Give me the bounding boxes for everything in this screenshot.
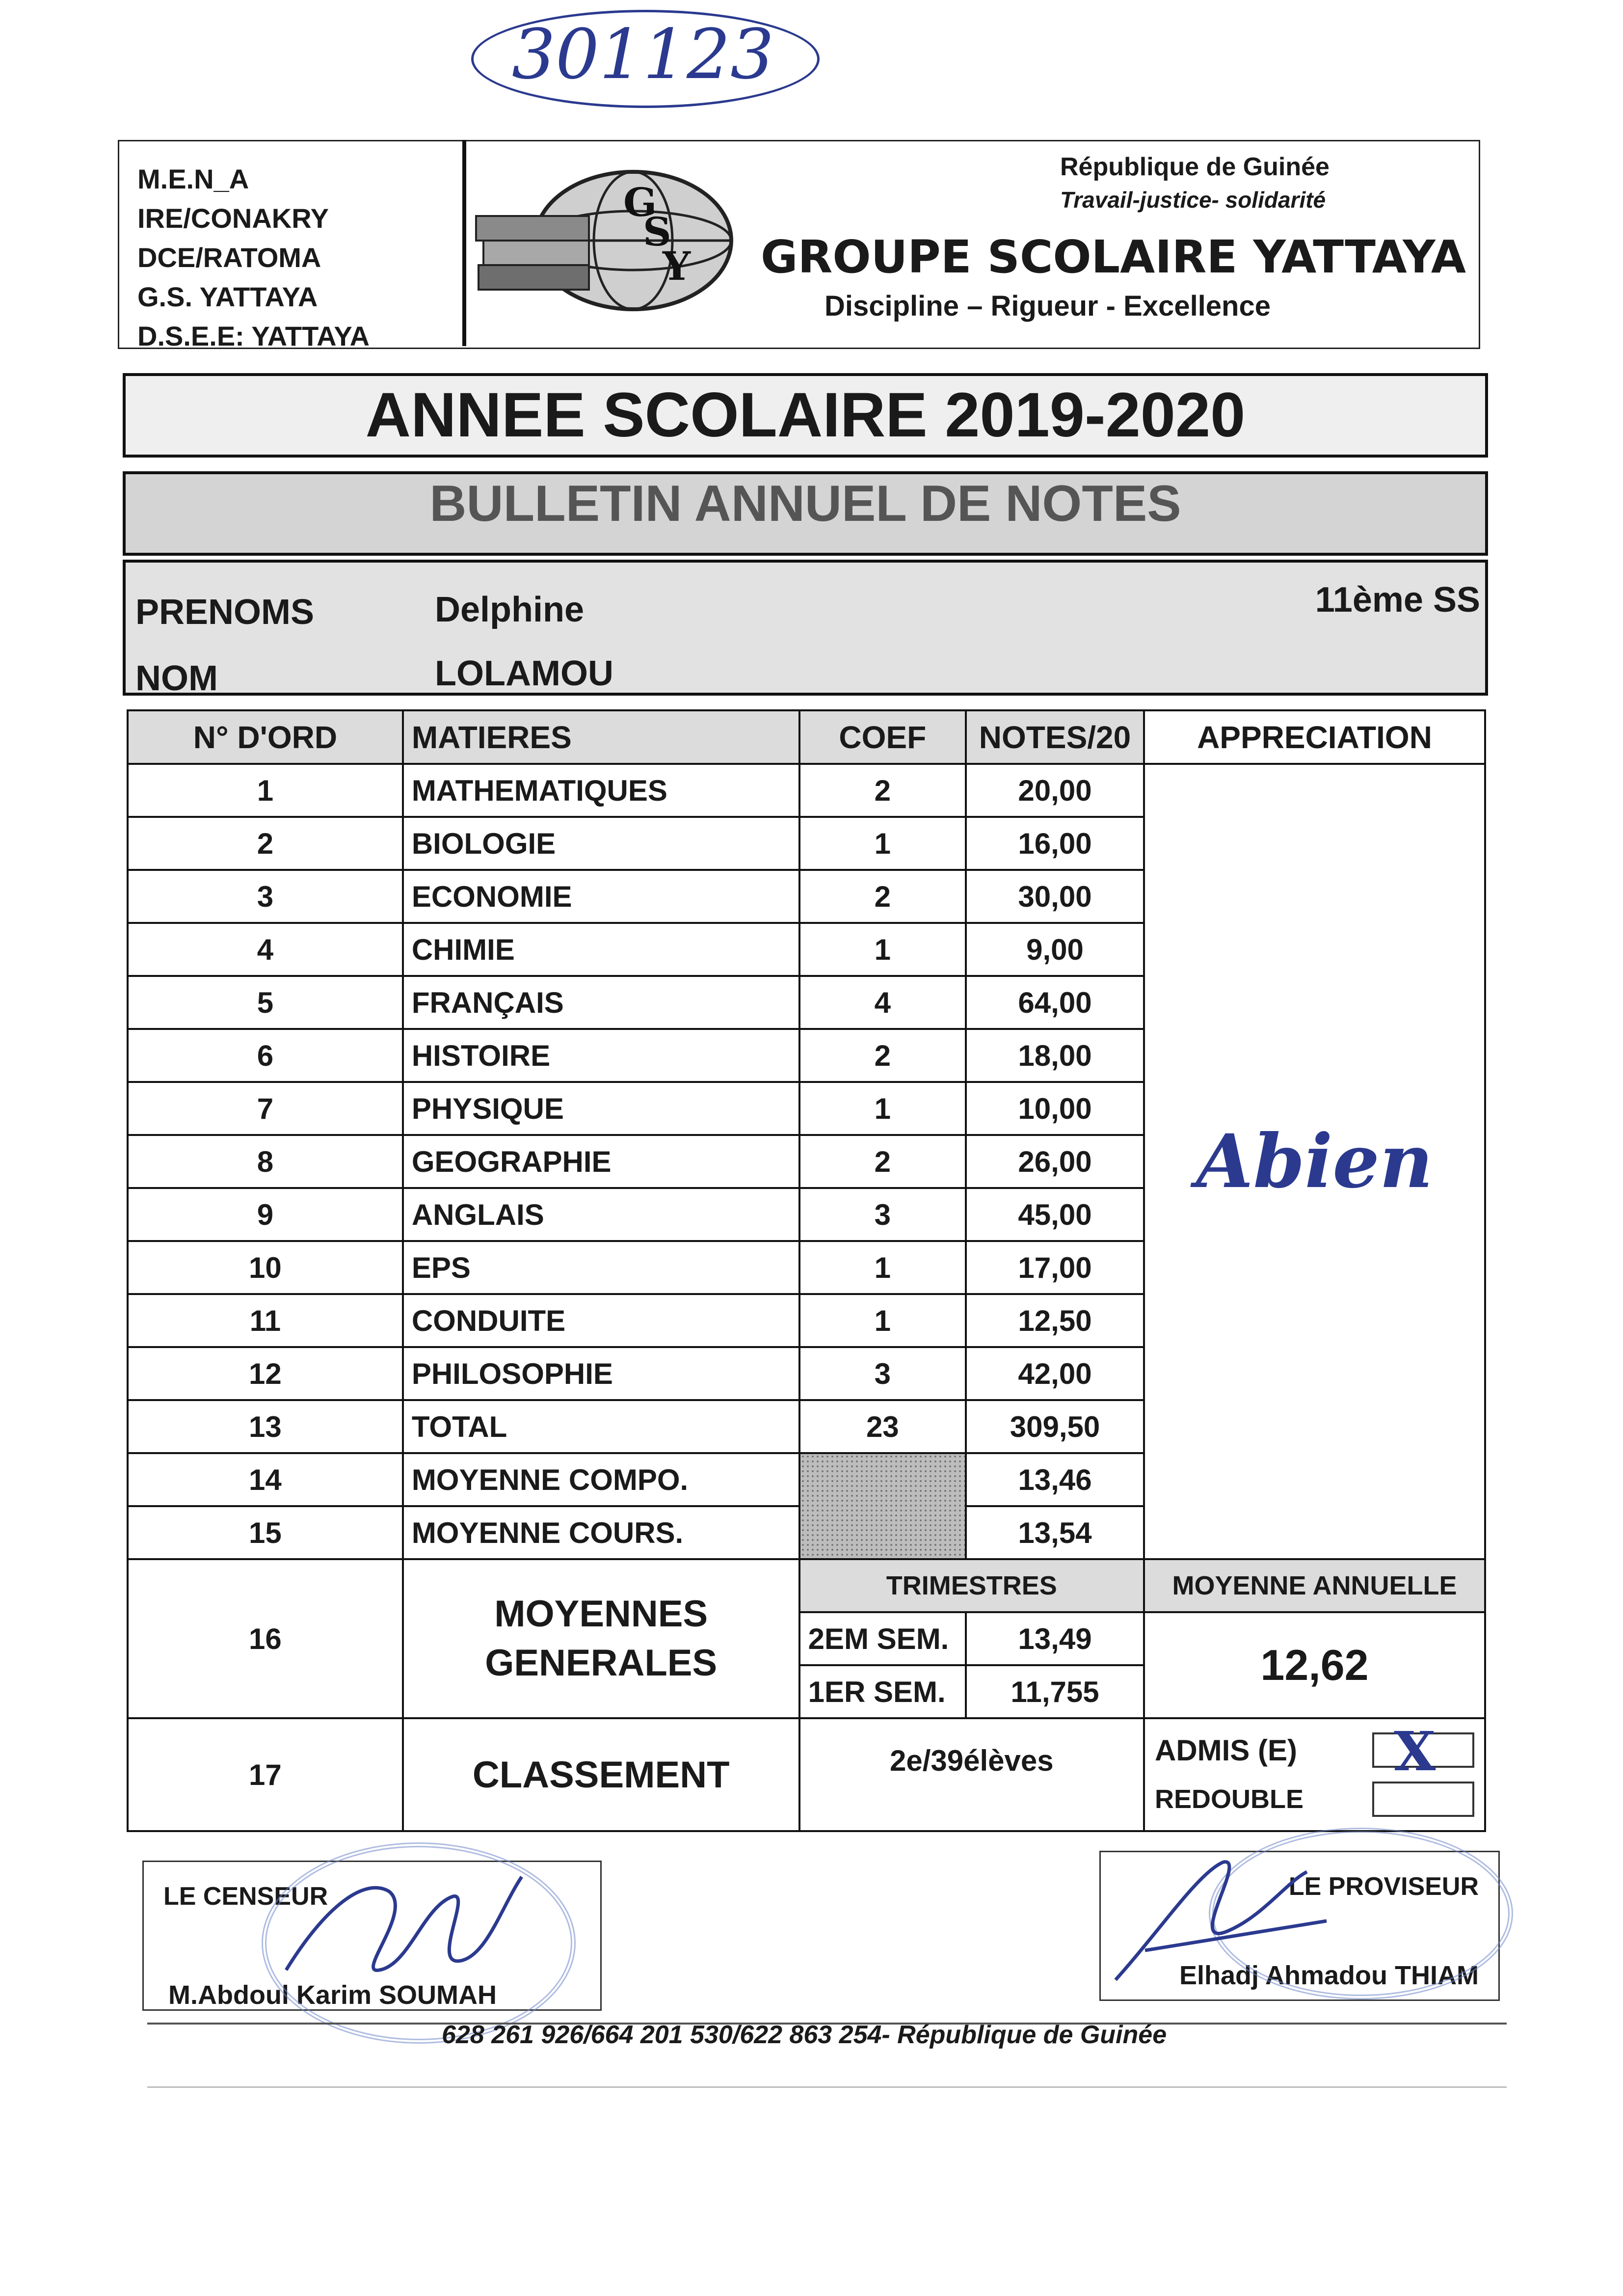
row-matiere: EPS <box>403 1241 799 1294</box>
row-coef: 3 <box>799 1347 966 1400</box>
row-number: 8 <box>128 1135 403 1188</box>
sem1-label: 1ER SEM. <box>799 1665 966 1718</box>
row-matiere: GEOGRAPHIE <box>403 1135 799 1188</box>
ref-number: 301123 <box>511 15 774 95</box>
trimestres-label: TRIMESTRES <box>799 1559 1144 1612</box>
republic-label: République de Guinée <box>1060 153 1330 181</box>
sem1-value: 11,755 <box>966 1665 1144 1718</box>
admis-checkbox[interactable] <box>1372 1720 1474 1783</box>
row-number: 12 <box>128 1347 403 1400</box>
row-note: 13,46 <box>966 1453 1144 1506</box>
proviseur-title: LE PROVISEUR <box>1288 1872 1479 1901</box>
proviseur-block <box>1099 1851 1500 2001</box>
row-number: 15 <box>128 1506 403 1559</box>
row-matiere: MOYENNE COMPO. <box>403 1453 799 1506</box>
row-coef: 2 <box>799 1029 966 1082</box>
generales-label: MOYENNES GENERALES <box>403 1559 799 1718</box>
censeur-title: LE CENSEUR <box>163 1882 328 1911</box>
row-coef: 1 <box>799 923 966 976</box>
row-coef: 1 <box>799 1241 966 1294</box>
appreciation-cell <box>1144 764 1485 1559</box>
school-year-title: ANNEE SCOLAIRE 2019-2020 <box>123 373 1488 458</box>
row-coef: 3 <box>799 1188 966 1241</box>
row-number: 9 <box>128 1188 403 1241</box>
admin-line: DCE/RATOMA <box>137 242 321 273</box>
shaded-coef-cell <box>799 1453 966 1559</box>
admis-label: ADMIS (E) <box>1155 1733 1297 1767</box>
redouble-checkbox[interactable] <box>1372 1782 1474 1817</box>
row-note: 20,00 <box>966 764 1144 817</box>
row-matiere: CHIMIE <box>403 923 799 976</box>
row-note: 309,50 <box>966 1400 1144 1453</box>
row-note: 18,00 <box>966 1029 1144 1082</box>
table-row <box>128 764 1485 817</box>
proviseur-name: Elhadj Ahmadou THIAM <box>1179 1961 1479 1990</box>
row-note: 45,00 <box>966 1188 1144 1241</box>
row-note: 12,50 <box>966 1294 1144 1347</box>
school-name: GROUPE SCOLAIRE YATTAYA <box>761 231 1466 283</box>
row-note: 17,00 <box>966 1241 1144 1294</box>
row-number: 10 <box>128 1241 403 1294</box>
row-note: 16,00 <box>966 817 1144 870</box>
row-matiere: ECONOMIE <box>403 870 799 923</box>
censeur-signature <box>266 1847 541 2009</box>
appreciation-handwriting: Abien <box>1196 1118 1433 1205</box>
admin-line: M.E.N_A <box>137 163 249 194</box>
col-matieres: MATIERES <box>403 710 799 764</box>
row-coef: 2 <box>799 870 966 923</box>
prenoms-value: Delphine <box>435 590 585 629</box>
censeur-block <box>142 1861 602 2011</box>
row-number: 4 <box>128 923 403 976</box>
school-slogan: Discipline – Rigueur - Excellence <box>825 290 1271 322</box>
col-appreciation: APPRECIATION <box>1144 710 1485 764</box>
admin-line: IRE/CONAKRY <box>137 203 329 234</box>
nom-value: LOLAMOU <box>435 654 613 693</box>
row-note: 64,00 <box>966 976 1144 1029</box>
generales-header-row <box>128 1559 1485 1612</box>
admis-check-mark: X <box>1394 1720 1436 1783</box>
row-number: 2 <box>128 817 403 870</box>
proviseur-signature <box>1101 1833 1346 1995</box>
row-coef: 4 <box>799 976 966 1029</box>
col-notes: NOTES/20 <box>966 710 1144 764</box>
row-note: 42,00 <box>966 1347 1144 1400</box>
row-matiere: FRANÇAIS <box>403 976 799 1029</box>
prenoms-label: PRENOMS <box>135 593 315 632</box>
sem2-value: 13,49 <box>966 1612 1144 1665</box>
classement-rank: 2e/39élèves <box>799 1718 1144 1831</box>
row-matiere: CONDUITE <box>403 1294 799 1347</box>
row-coef: 23 <box>799 1400 966 1453</box>
row-number: 5 <box>128 976 403 1029</box>
table-header <box>128 710 1485 764</box>
row-number: 7 <box>128 1082 403 1135</box>
row-note: 26,00 <box>966 1135 1144 1188</box>
row-matiere: PHYSIQUE <box>403 1082 799 1135</box>
row-number: 14 <box>128 1453 403 1506</box>
censeur-name: M.Abdoul Karim SOUMAH <box>168 1980 497 2010</box>
row-matiere: HISTOIRE <box>403 1029 799 1082</box>
row-number: 11 <box>128 1294 403 1347</box>
redouble-label: REDOUBLE <box>1155 1784 1304 1814</box>
row-matiere: MATHEMATIQUES <box>403 764 799 817</box>
row-number: 17 <box>128 1718 403 1831</box>
annuelle-label: MOYENNE ANNUELLE <box>1144 1559 1485 1612</box>
row-coef: 2 <box>799 764 966 817</box>
moyenne-annuelle-value: 12,62 <box>1144 1612 1485 1718</box>
row-matiere: MOYENNE COURS. <box>403 1506 799 1559</box>
row-coef: 1 <box>799 1294 966 1347</box>
school-logo <box>471 162 746 314</box>
svg-text:G: G <box>623 179 657 225</box>
col-coef: COEF <box>799 710 966 764</box>
sem2-label: 2EM SEM. <box>799 1612 966 1665</box>
row-number: 13 <box>128 1400 403 1453</box>
row-number: 3 <box>128 870 403 923</box>
classement-label: CLASSEMENT <box>403 1718 799 1831</box>
decision-cell <box>1144 1718 1485 1831</box>
row-coef: 2 <box>799 1135 966 1188</box>
row-matiere: ANGLAIS <box>403 1188 799 1241</box>
row-coef: 1 <box>799 1082 966 1135</box>
row-matiere: BIOLOGIE <box>403 817 799 870</box>
row-coef: 1 <box>799 817 966 870</box>
nom-label: NOM <box>135 659 218 698</box>
row-matiere: PHILOSOPHIE <box>403 1347 799 1400</box>
student-identity <box>123 560 1488 696</box>
row-note: 10,00 <box>966 1082 1144 1135</box>
footer-contact: 628 261 926/664 201 530/622 863 254- République de Guinée <box>442 2021 1167 2049</box>
row-number: 1 <box>128 764 403 817</box>
svg-text:S: S <box>643 209 671 255</box>
row-number: 6 <box>128 1029 403 1082</box>
row-note: 30,00 <box>966 870 1144 923</box>
col-ord: N° D'ORD <box>128 710 403 764</box>
row-number: 16 <box>128 1559 403 1718</box>
row-note: 9,00 <box>966 923 1144 976</box>
class-value: 11ème SS <box>1315 580 1480 620</box>
header-admin-block <box>118 140 466 351</box>
row-matiere: TOTAL <box>403 1400 799 1453</box>
grades-table <box>127 709 1486 1832</box>
classement-row <box>128 1718 1485 1831</box>
bulletin-title: BULLETIN ANNUEL DE NOTES <box>123 471 1488 556</box>
national-motto: Travail-justice- solidarité <box>1060 187 1326 213</box>
admin-line: D.S.E.E: YATTAYA <box>137 321 370 351</box>
admin-line: G.S. YATTAYA <box>137 281 318 312</box>
footer-rule-bottom <box>147 2086 1507 2088</box>
svg-text:Y: Y <box>663 243 691 289</box>
row-note: 13,54 <box>966 1506 1144 1559</box>
